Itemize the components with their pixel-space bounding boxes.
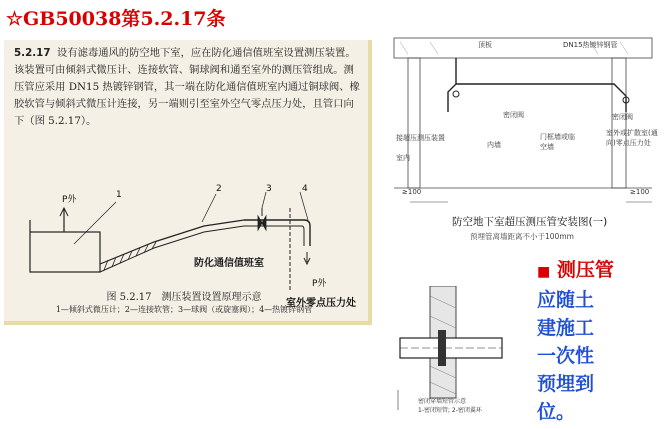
slide-title: ☆GB50038第5.2.17条 [6,8,226,30]
clause-body: 测压装置。该装置可由倾斜式微压计、连接软管、铜球阀和通至室外的测压管组成。测压管应采用 DN15 热镀锌钢管，其一端在防化通信值班室内通过铜球阀、橡胶软管与倾斜式微压计连接，另一端则引至室外空气零点压力处，且管口向下（图 5.2.17）。 [14,47,360,127]
side-note-line-1: 测压管 [556,259,614,281]
label-roof: 顶板 [478,41,492,49]
micromanometer [30,232,100,272]
drawing-caption: 防空地下室超压测压管安装图(一) [452,216,608,228]
room-label: 防化通信值班室 [194,258,264,269]
label-connect: 接超压测压装置 [396,134,445,142]
clause-text [14,45,364,130]
p-out-right: P外 [312,279,327,289]
detail-caption-2: 1-密闭短管; 2-密闭翼环 [418,407,482,414]
side-note-line-3: 建施工 [537,317,595,339]
side-note-line-2: 应随土 [537,289,595,311]
bullet-icon: ■ [537,264,551,280]
detail-caption-1: 密闭穿墙短管示意 [418,398,467,405]
side-note-line-6: 位。 [537,401,576,423]
standard-excerpt [4,40,372,325]
figure1-legend: 1—倾斜式微压计；2—连接软管；3—球阀（或旋塞阀）；4—热镀锌钢管 [55,305,313,314]
drawing-subcaption: 预埋管离墙距离不小于100mm [470,232,574,241]
figure1-caption: 图 5.2.17 测压装置设置原理示意 [106,292,262,303]
label-indoor: 室内 [396,154,410,162]
outdoor-label: 室外零点压力处 [286,298,356,309]
dim-right: ≥100 [630,188,650,196]
ball-valve [258,216,266,230]
steel-pipe [244,220,310,246]
clause-line1: 设有滤毒通风的防空地下室，应在防化通信值班室设置 [57,47,305,59]
clause-number: 5.2.17 [14,47,51,59]
drawing-pipe [448,58,626,112]
label-inner-wall: 内墙 [487,141,501,149]
dim-left: ≥100 [402,188,422,196]
callout-1: 1 [116,190,122,200]
callout-2: 2 [216,184,222,194]
label-outdoor-note: 室外或扩散室(通向)零点压力处 [606,129,658,147]
callout-4: 4 [302,184,308,194]
label-pipe: DN15热镀锌钢管 [563,41,618,49]
label-sealed-valve-2: 密闭阀 [612,113,633,121]
label-sealed-valve: 密闭阀 [503,111,524,119]
side-note [537,256,657,426]
side-note-line-5: 预埋到 [537,373,595,395]
callout-3: 3 [266,184,272,194]
p-out-left: P外 [62,195,77,205]
label-door: 门框墙或临空墙 [540,133,575,151]
side-note-line-4: 一次性 [537,345,595,367]
